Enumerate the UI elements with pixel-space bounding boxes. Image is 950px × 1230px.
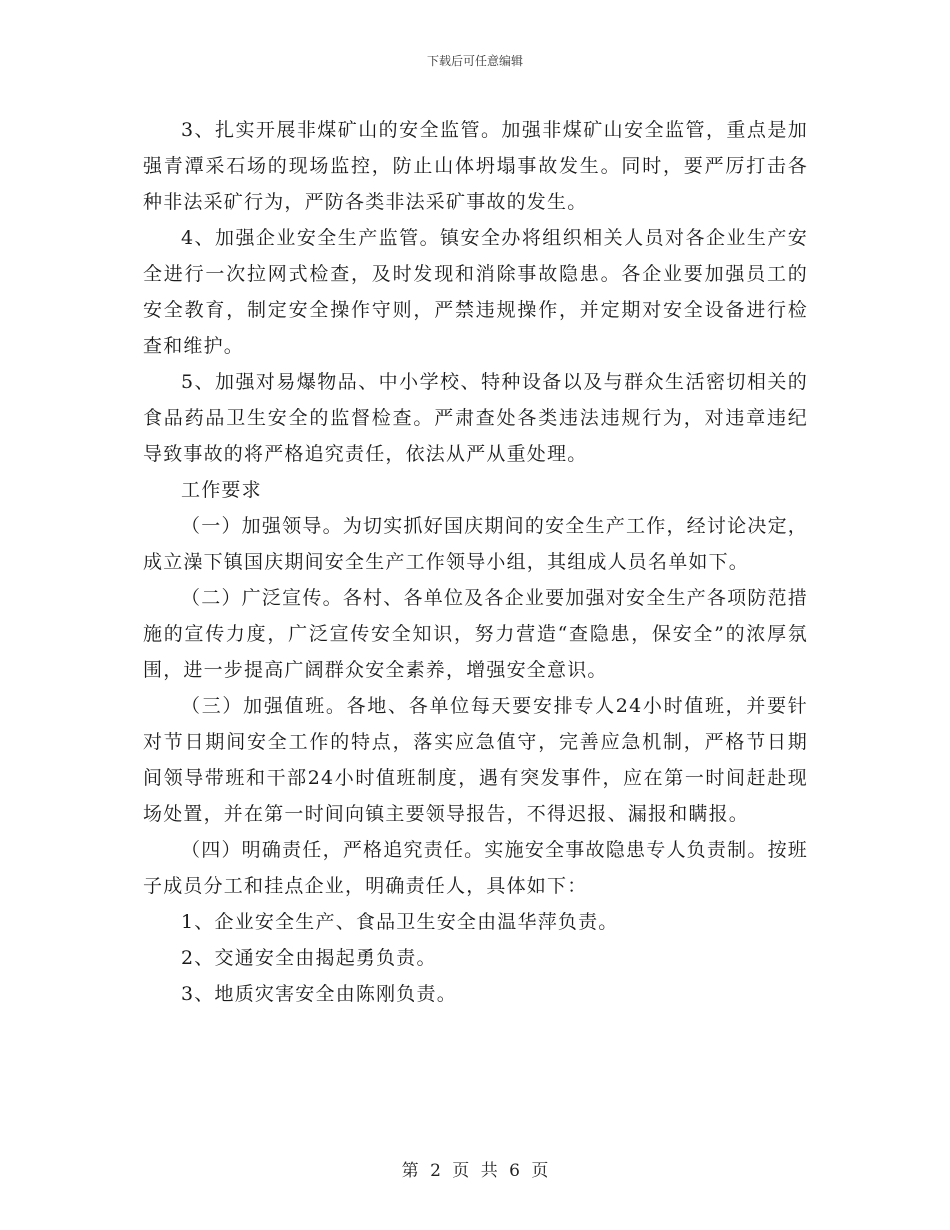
responsibility-item-3: 3、地质灾害安全由陈刚负责。 bbox=[181, 983, 457, 1005]
paragraph-requirement-1: （一）加强领导。为切实抓好国庆期间的安全生产工作，经讨论决定，成立澡下镇国庆期间安全生产工作领导小组，其组成人员名单如下。 bbox=[143, 515, 808, 573]
page-header: 下载后可任意编辑 bbox=[426, 54, 523, 68]
paragraph-item-4: 4、加强企业安全生产监管。镇安全办将组织相关人员对各企业生产安全进行一次拉网式检查，及时发现和消除事故隐患。各企业要加强员工的安全教育，制定安全操作守则，严禁违规操作，并定期对安全设备进行检查和维护。 bbox=[143, 227, 808, 357]
paragraph-requirement-2: （二）广泛宣传。各村、各单位及各企业要加强对安全生产各项防范措施的宣传力度，广泛宣传安全知识，努力营造“查隐患，保安全”的浓厚氛围，进一步提高广阔群众安全素养，增强安全意识。 bbox=[143, 587, 808, 681]
document-body bbox=[143, 112, 808, 1012]
responsibility-item-1: 1、企业安全生产、食品卫生安全由温华萍负责。 bbox=[181, 911, 619, 933]
paragraph-item-5: 5、加强对易爆物品、中小学校、特种设备以及与群众生活密切相关的食品药品卫生安全的监督检查。严肃查处各类违法违规行为，对违章违纪导致事故的将严格追究责任，依法从严从重处理。 bbox=[143, 371, 808, 465]
paragraph-requirement-3: （三）加强值班。各地、各单位每天要安排专人24小时值班，并要针对节日期间安全工作的特点，落实应急值守，完善应急机制，严格节日期间领导带班和干部24小时值班制度，遇有突发事件，应在第一时间赶赴现场处置，并在第一时间向镇主要领导报告，不得迟报、漏报和瞒报。 bbox=[143, 695, 808, 825]
page-number: 第 2 页 共 6 页 bbox=[401, 1161, 549, 1181]
section-heading-work-requirements: 工作要求 bbox=[181, 479, 262, 501]
paragraph-item-3: 3、扎实开展非煤矿山的安全监管。加强非煤矿山安全监管，重点是加强青潭采石场的现场监控，防止山体坍塌事故发生。同时，要严厉打击各种非法采矿行为，严防各类非法采矿事故的发生。 bbox=[143, 119, 808, 213]
responsibility-item-2: 2、交通安全由揭起勇负责。 bbox=[181, 947, 437, 969]
paragraph-requirement-4: （四）明确责任，严格追究责任。实施安全事故隐患专人负责制。按班子成员分工和挂点企业，明确责任人，具体如下： bbox=[143, 839, 808, 897]
